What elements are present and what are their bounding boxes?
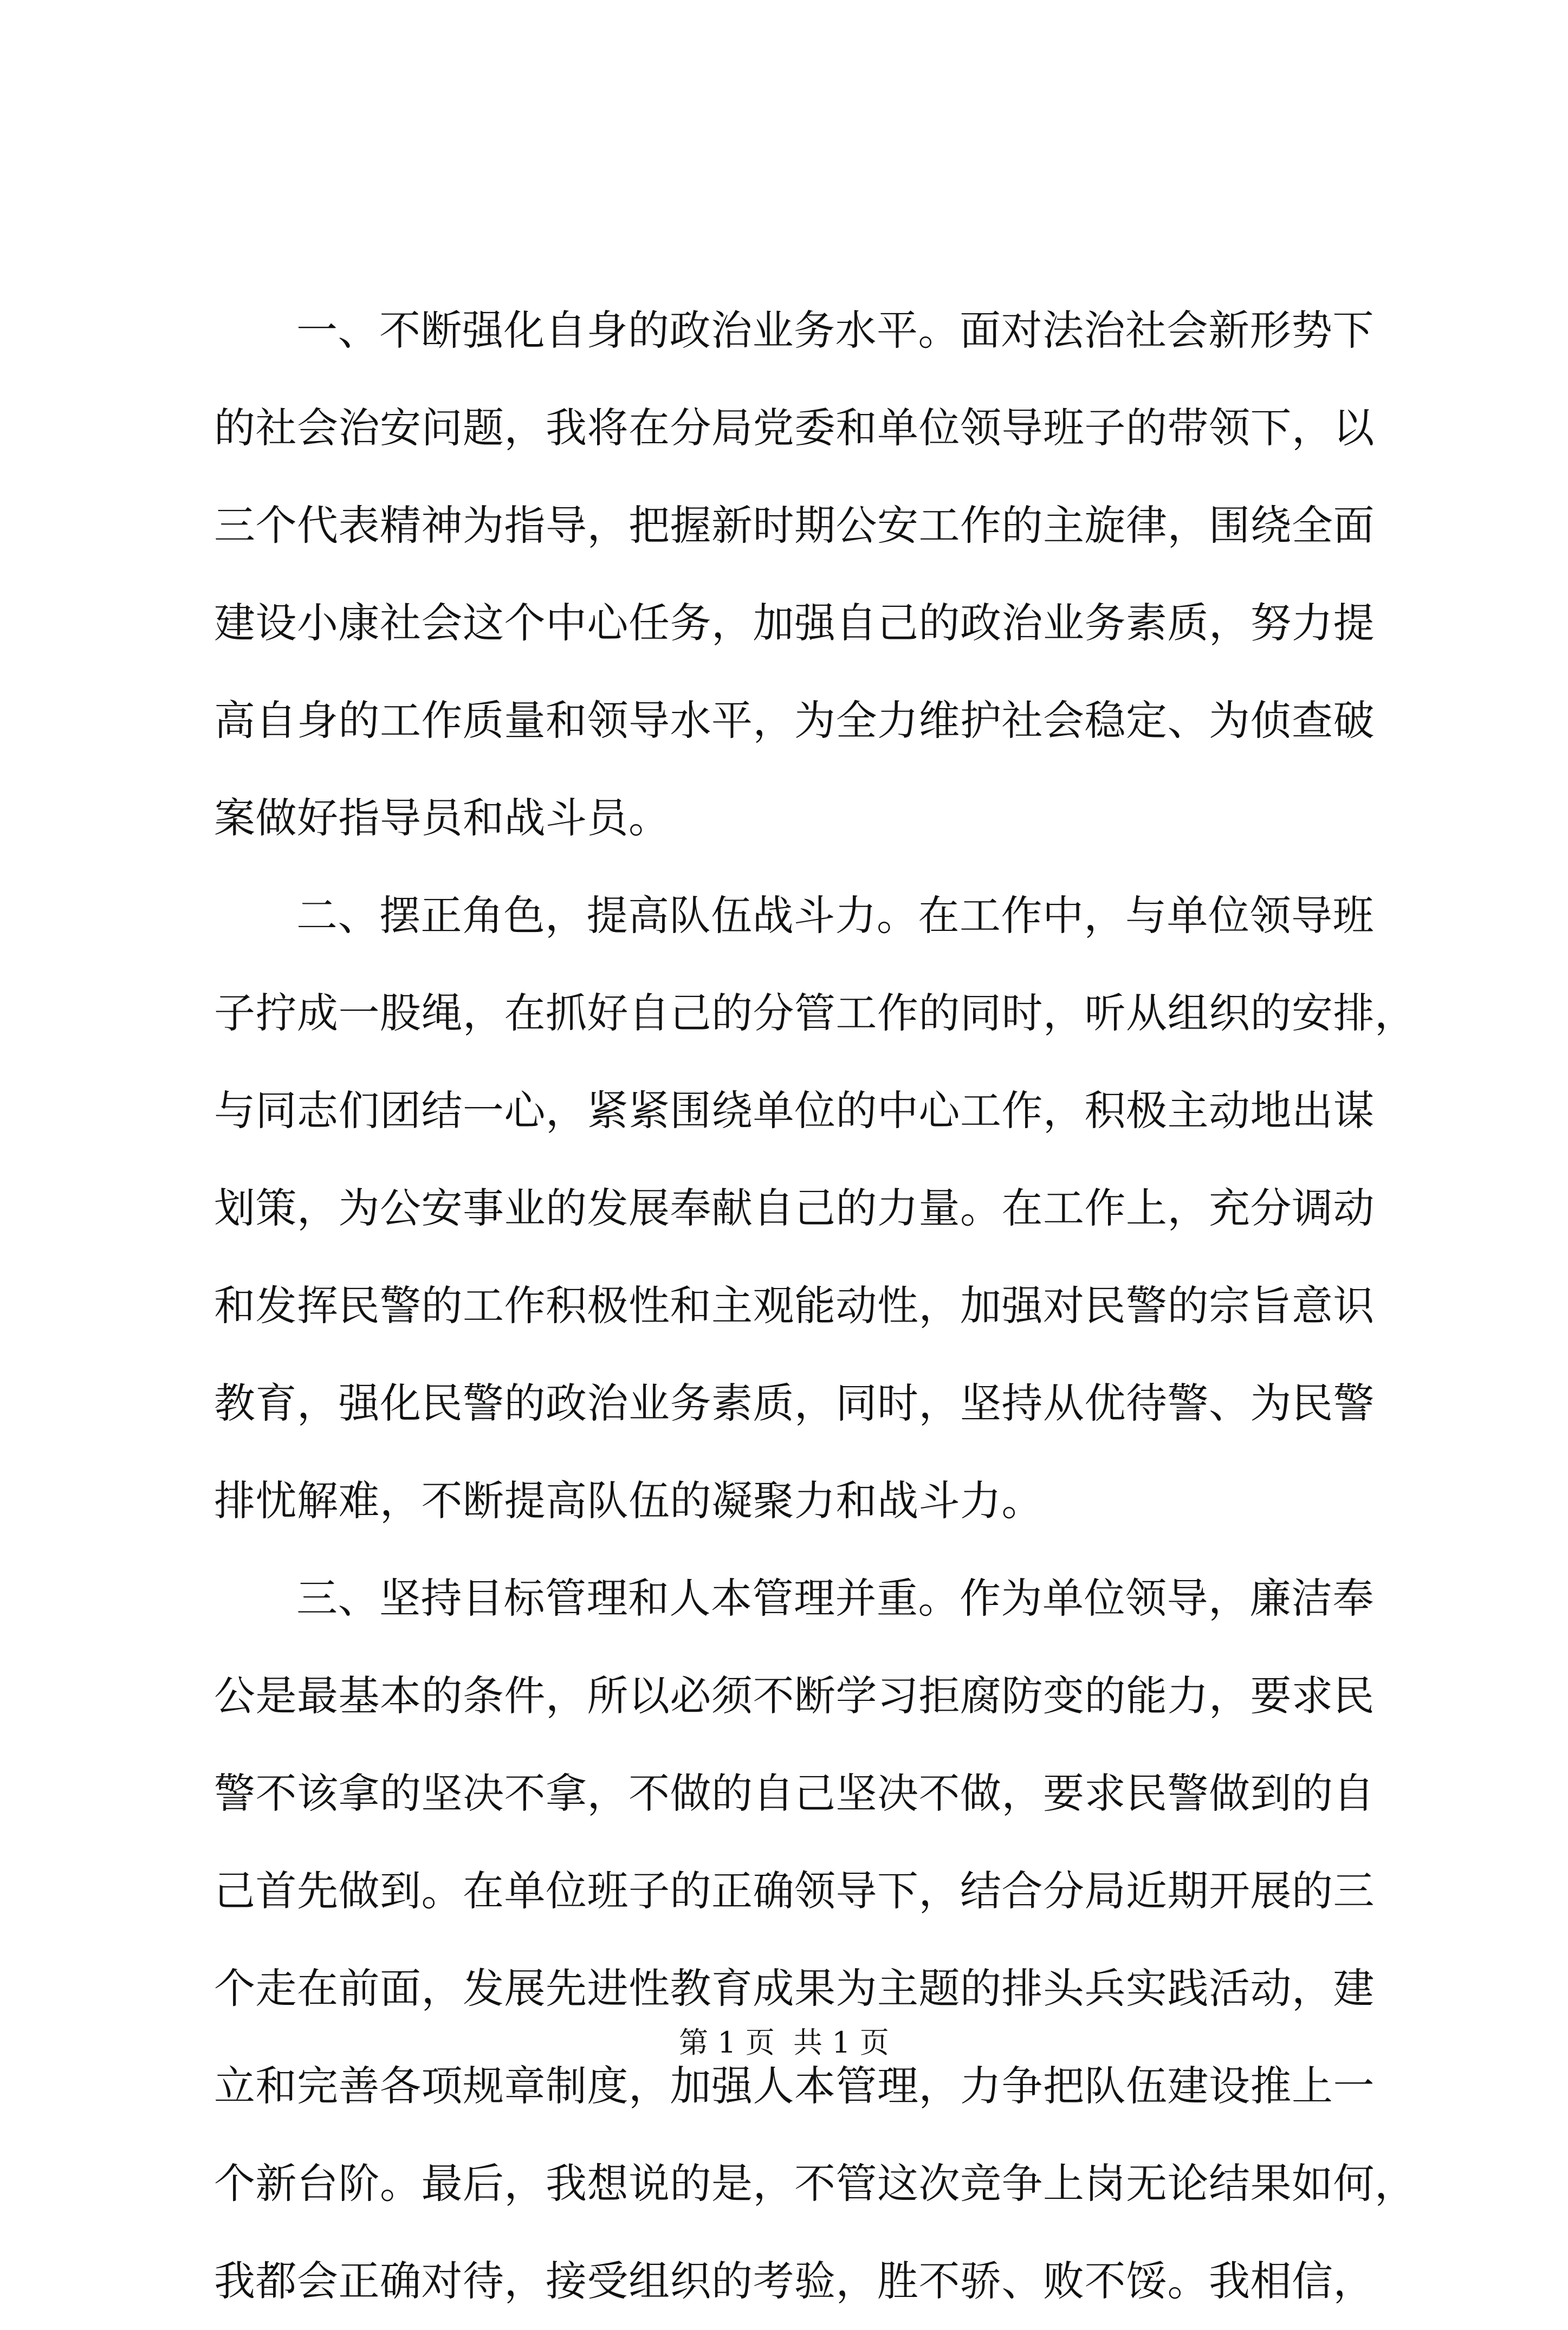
paragraph-2-line-4: 划策，为公安事业的发展奉献自己的力量。在工作上，充分调动 (214, 1184, 1375, 1232)
paragraph-1-line-5: 高自身的工作质量和领导水平，为全力维护社会稳定、为侦查破 (214, 696, 1375, 745)
paragraph-1-line-2: 的社会治安问题，我将在分局党委和单位领导班子的带领下，以 (214, 404, 1375, 452)
paragraph-2-line-6: 教育，强化民警的政治业务素质，同时，坚持从优待警、为民警 (214, 1379, 1375, 1427)
paragraph-3-line-4: 己首先做到。在单位班子的正确领导下，结合分局近期开展的三 (214, 1867, 1375, 1915)
paragraph-2-line-5: 和发挥民警的工作积极性和主观能动性，加强对民警的宗旨意识 (214, 1282, 1375, 1330)
paragraph-3-line-2: 公是最基本的条件，所以必须不断学习拒腐防变的能力，要求民 (214, 1672, 1375, 1720)
paragraph-2-line-2: 子拧成一股绳，在抓好自己的分管工作的同时，听从组织的安排， (214, 989, 1416, 1037)
paragraph-2-line-7: 排忧解难，不断提高队伍的凝聚力和战斗力。 (214, 1477, 1043, 1525)
paragraph-1-line-6: 案做好指导员和战斗员。 (214, 794, 670, 842)
paragraph-3-line-3: 警不该拿的坚决不拿，不做的自己坚决不做，要求民警做到的自 (214, 1769, 1375, 1817)
paragraph-3-line-1: 三、坚持目标管理和人本管理并重。作为单位领导，廉洁奉 (296, 1574, 1374, 1622)
paragraph-3-line-6: 立和完善各项规章制度，加强人本管理，力争把队伍建设推上一 (214, 2062, 1375, 2110)
paragraph-3-line-7: 个新台阶。最后，我想说的是，不管这次竞争上岗无论结果如何， (214, 2159, 1416, 2208)
document-body (214, 282, 1416, 2330)
paragraph-2-line-1: 二、摆正角色，提高队伍战斗力。在工作中，与单位领导班 (296, 891, 1374, 940)
paragraph-1-line-1: 一、不断强化自身的政治业务水平。面对法治社会新形势下 (296, 306, 1374, 354)
page-number: 第 1 页 共 1 页 (679, 2025, 889, 2060)
paragraph-1-line-3: 三个代表精神为指导，把握新时期公安工作的主旋律，围绕全面 (214, 501, 1375, 549)
paragraph-3-line-8: 我都会正确对待，接受组织的考验，胜不骄、败不馁。我相信， (214, 2257, 1375, 2305)
page-footer (0, 2024, 1568, 2062)
paragraph-2-line-3: 与同志们团结一心，紧紧围绕单位的中心工作，积极主动地出谋 (214, 1086, 1375, 1135)
paragraph-3-line-5: 个走在前面，发展先进性教育成果为主题的排头兵实践活动，建 (214, 1964, 1375, 2012)
paragraph-1-line-4: 建设小康社会这个中心任务，加强自己的政治业务素质，努力提 (214, 599, 1375, 647)
